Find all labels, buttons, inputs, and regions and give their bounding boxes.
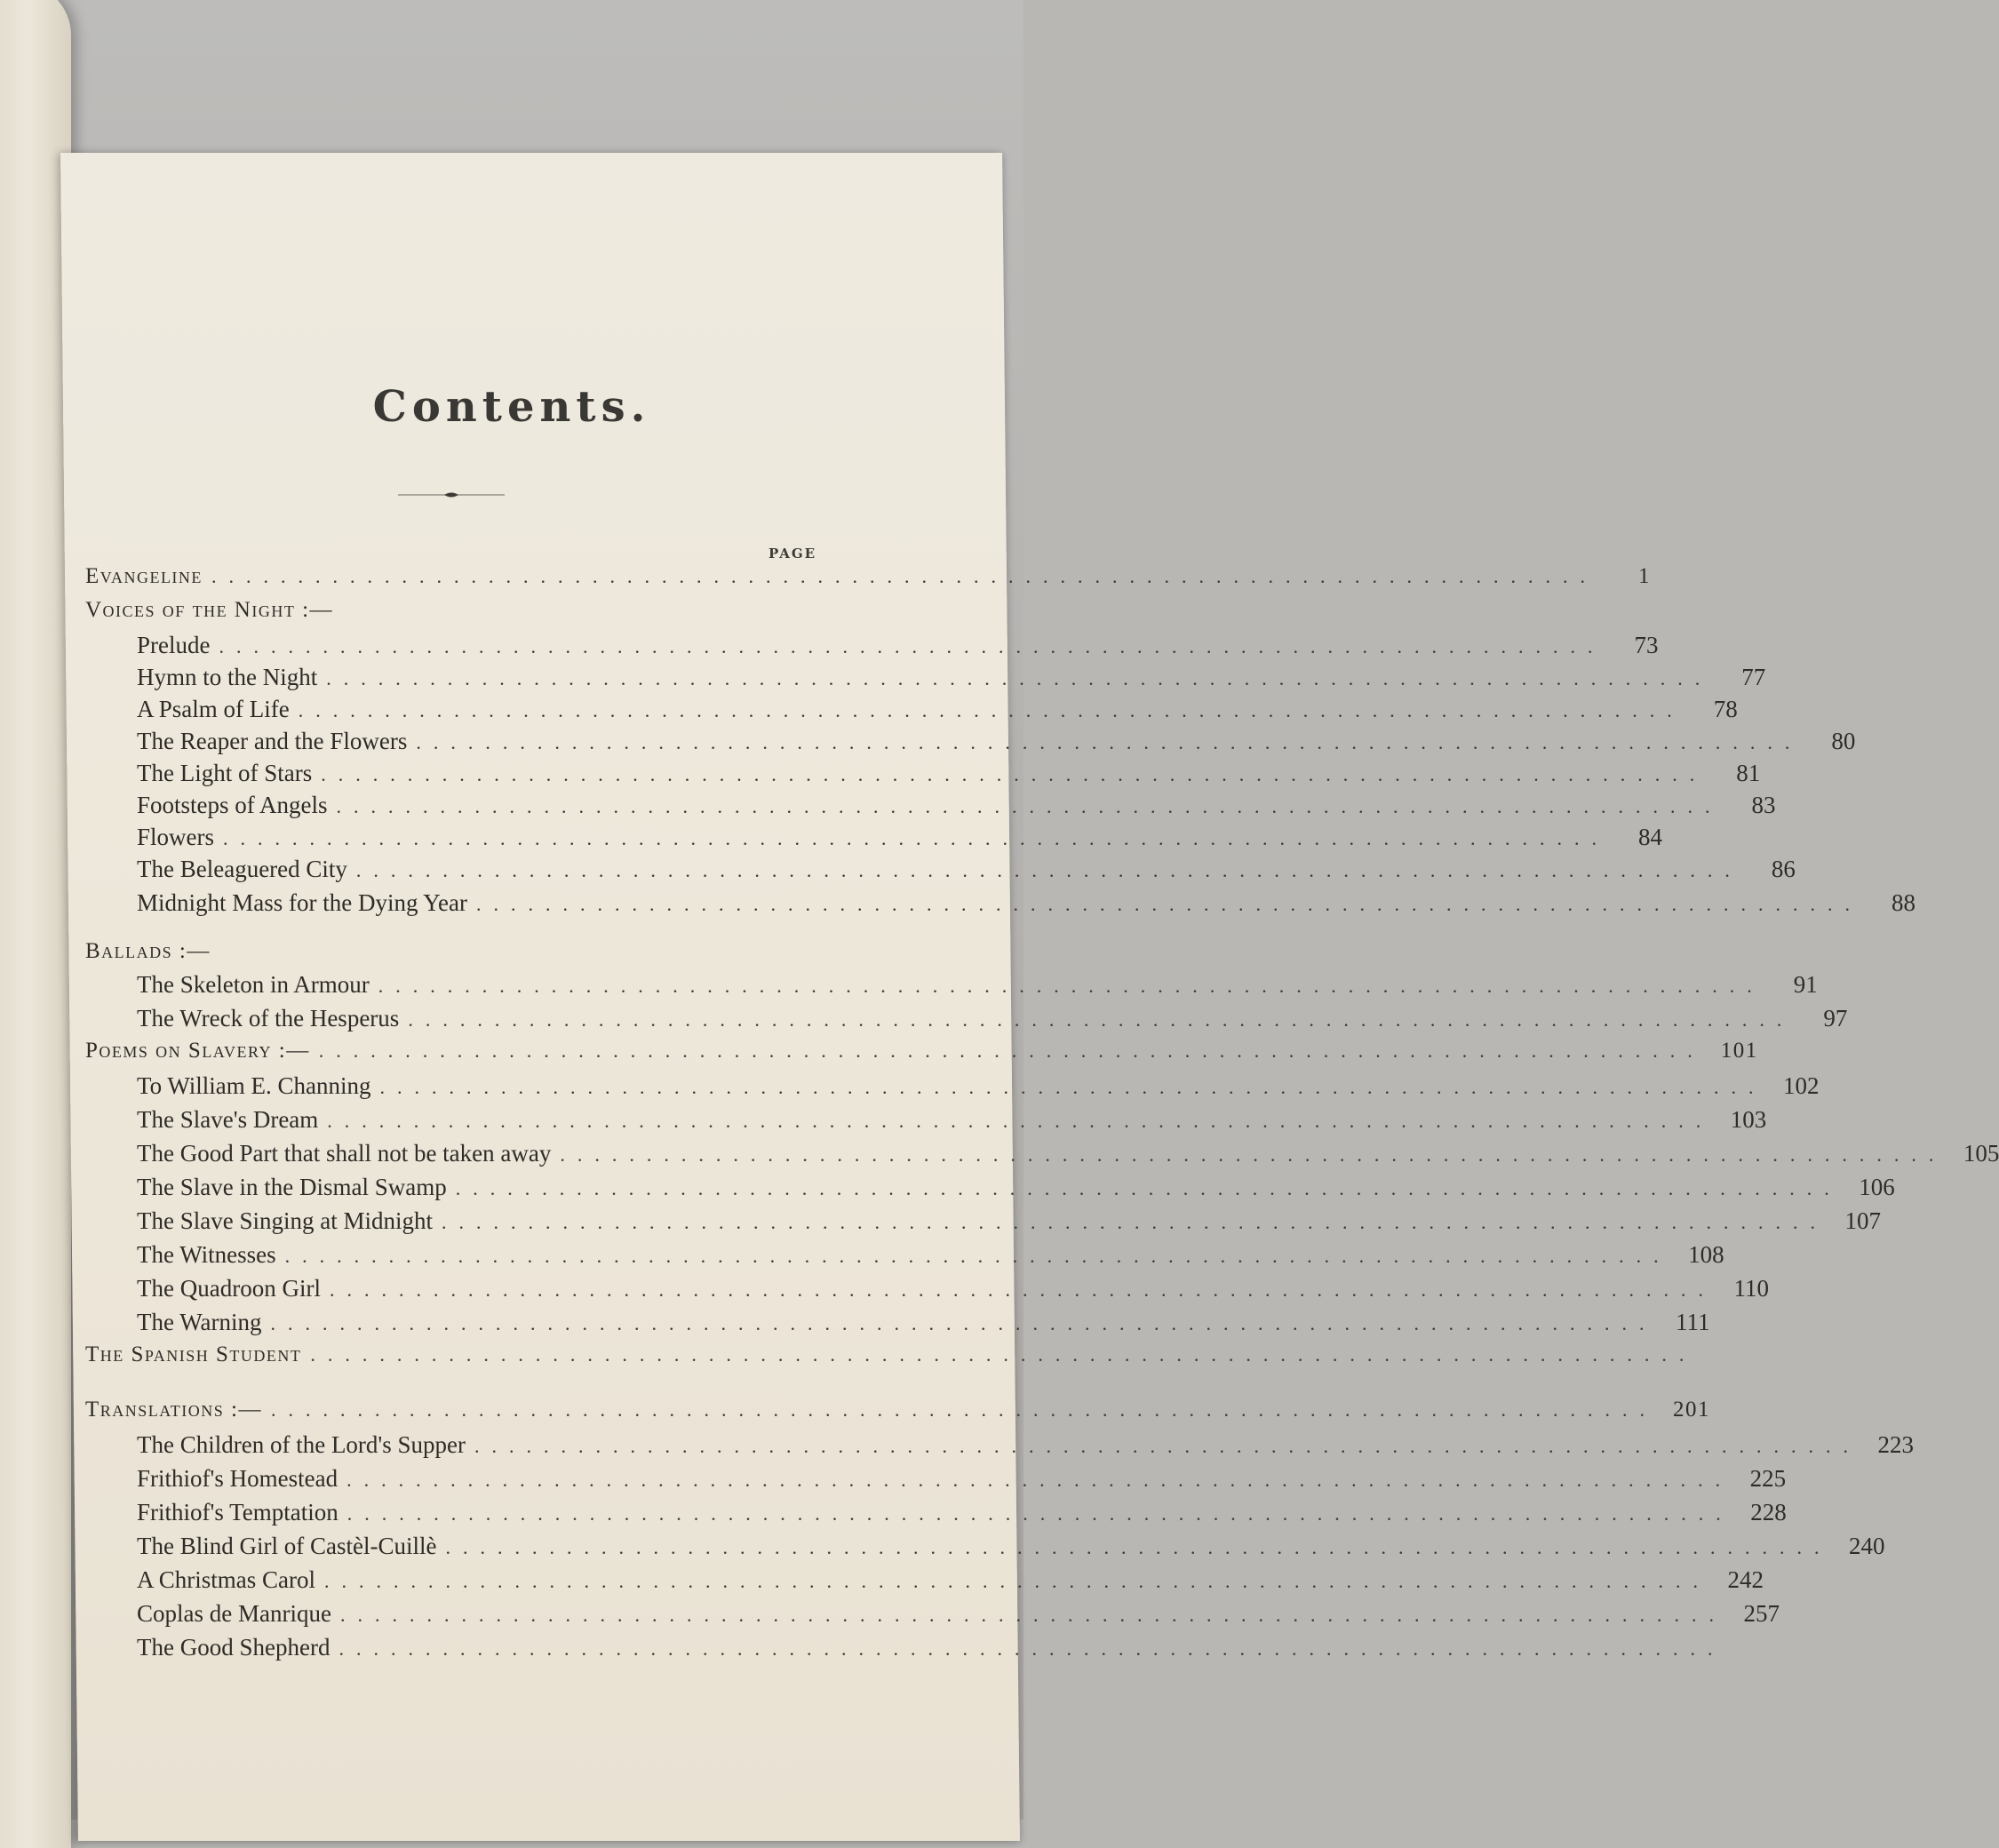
dot-leader: ................................................................................ (326, 667, 1713, 689)
toc-entry-title: Evangeline (85, 564, 203, 588)
dot-leader: ................................................................................ (310, 1343, 1697, 1366)
toc-page-number: 228 (1750, 1499, 1787, 1525)
toc-entry-title: The Slave in the Dismal Swamp (137, 1174, 447, 1200)
toc-entry-title: The Blind Girl of Castèl-Cuillè (137, 1533, 437, 1559)
toc-entry-row (137, 696, 1738, 723)
dot-leader: ................................................................................ (560, 1143, 1947, 1166)
toc-page-number: 240 (1848, 1533, 1885, 1559)
dot-leader: ................................................................................ (318, 1040, 1705, 1062)
dot-leader: ................................................................................ (455, 1177, 1842, 1199)
toc-entry-title: Prelude (137, 632, 211, 658)
toc-entry-title: The Slave's Dream (137, 1106, 319, 1133)
toc-entry-title: Hymn to the Night (137, 664, 318, 690)
toc-entry-title: Frithiof's Homestead (137, 1465, 338, 1492)
toc-entry-title: A Psalm of Life (137, 696, 290, 722)
toc-entry-title: Frithiof's Temptation (137, 1499, 338, 1525)
toc-page-number: 77 (1741, 664, 1766, 690)
dot-leader: ................................................................................ (445, 1536, 1832, 1558)
dot-leader: ................................................................................ (336, 795, 1723, 817)
toc-entry-row (137, 1533, 1885, 1560)
dot-leader: ................................................................................ (327, 1110, 1714, 1132)
dot-leader: ................................................................................ (211, 565, 1597, 587)
toc-entry-title: Midnight Mass for the Dying Year (137, 889, 467, 916)
dot-leader: ................................................................................ (346, 1502, 1733, 1525)
dot-leader: ................................................................................ (476, 893, 1862, 915)
toc-entry-title: To William E. Channing (137, 1072, 371, 1099)
toc-section-row (85, 598, 862, 623)
toc-section-row (85, 1039, 1758, 1063)
toc-entry-row (137, 1600, 1780, 1628)
toc-page-number: 105 (1963, 1140, 1999, 1167)
dot-leader: ................................................................................ (346, 1469, 1733, 1491)
dot-leader: ................................................................................ (378, 975, 1764, 997)
toc-entry-title: The Witnesses (137, 1241, 276, 1268)
toc-entry-row (137, 1499, 1787, 1526)
toc-page-number: 102 (1783, 1072, 1820, 1099)
dot-leader: ................................................................................ (329, 1278, 1716, 1301)
dot-leader: ................................................................................ (223, 827, 1609, 849)
toc-entry-row (137, 1566, 1764, 1594)
toc-entry-title: Voices of the Night :— (85, 598, 334, 622)
toc-entry-row (137, 1174, 1895, 1201)
toc-entry-row (137, 824, 1662, 851)
toc-page-number: 88 (1891, 889, 1915, 916)
toc-entry-row (137, 792, 1776, 819)
dot-leader: ................................................................................ (219, 635, 1605, 657)
toc-entry-title: The Good Shepherd (137, 1634, 331, 1661)
dot-leader: ................................................................................ (474, 1435, 1861, 1457)
toc-entry-title: A Christmas Carol (137, 1566, 315, 1593)
toc-page-number: 223 (1877, 1431, 1915, 1458)
toc-entry-row (137, 1207, 1881, 1235)
toc-page-number: 110 (1733, 1275, 1769, 1302)
toc-page-number: 101 (1720, 1039, 1758, 1063)
toc-page-number: 257 (1743, 1600, 1780, 1627)
toc-entry-title: The Spanish Student (85, 1342, 302, 1366)
toc-entry-row (137, 1634, 1725, 1661)
dot-leader: ................................................................................ (339, 1604, 1726, 1626)
toc-page-number: 106 (1859, 1174, 1895, 1200)
toc-entry-title: The Good Part that shall not be taken away (137, 1140, 552, 1167)
toc-entry-title: Flowers (137, 824, 214, 850)
toc-entry-title: Footsteps of Angels (137, 792, 328, 818)
toc-entry-row (137, 1431, 1915, 1459)
page-title: Contents. (372, 382, 651, 432)
toc-page-number: 81 (1736, 760, 1761, 786)
toc-entry-title: The Light of Stars (137, 760, 313, 786)
toc-entry-title: The Slave Singing at Midnight (137, 1207, 433, 1234)
toc-entry-title: Translations :— (85, 1398, 262, 1422)
toc-entry-row (137, 1106, 1767, 1134)
toc-page-number: 73 (1634, 632, 1659, 658)
dot-leader: ................................................................................ (324, 1570, 1710, 1592)
toc-page-number: 91 (1793, 971, 1818, 998)
toc-entry-row (137, 971, 1818, 999)
dot-leader: ................................................................................ (441, 1211, 1828, 1233)
toc-entry-title: The Children of the Lord's Supper (137, 1431, 466, 1458)
page-column-header: PAGE (769, 546, 817, 562)
dot-leader: ................................................................................ (270, 1398, 1657, 1421)
toc-entry-title: Coplas de Manrique (137, 1600, 331, 1627)
toc-page-number: 103 (1730, 1106, 1767, 1133)
dot-leader: ................................................................................ (408, 1008, 1795, 1031)
toc-entry-row (137, 728, 1856, 755)
toc-entry-row (137, 1140, 1999, 1167)
toc-section-row (85, 564, 1651, 589)
toc-entry-row (137, 856, 1796, 883)
toc-page-number: 108 (1688, 1241, 1724, 1268)
toc-page-number: 97 (1823, 1005, 1848, 1032)
toc-entry-row (137, 1072, 1820, 1100)
dot-leader: ................................................................................ (298, 699, 1684, 721)
toc-entry-row (137, 1005, 1848, 1032)
toc-entry-title: The Skeleton in Armour (137, 971, 370, 998)
toc-page-number: 107 (1844, 1207, 1881, 1234)
dot-leader: ................................................................................ (416, 731, 1803, 753)
dot-leader: ................................................................................ (284, 1245, 1671, 1267)
toc-entry-title: The Wreck of the Hesperus (137, 1005, 400, 1032)
dot-leader: ................................................................................ (321, 763, 1708, 785)
toc-entry-row (137, 632, 1659, 659)
toc-section-row (85, 939, 862, 964)
dot-leader: ................................................................................ (338, 1637, 1725, 1660)
toc-section-row (85, 1342, 1697, 1367)
toc-page-number: 201 (1672, 1398, 1710, 1422)
toc-entry-title: Ballads :— (85, 939, 211, 963)
toc-entry-row (137, 1275, 1769, 1302)
dot-leader: ................................................................................ (379, 1076, 1766, 1098)
toc-entry-title: The Quadroon Girl (137, 1275, 321, 1302)
toc-entry-row (137, 1241, 1724, 1269)
dot-leader: ................................................................................ (270, 1312, 1657, 1334)
toc-section-row (85, 1398, 1710, 1422)
dot-leader: ................................................................................ (355, 859, 1742, 881)
toc-page-number: 84 (1638, 824, 1662, 850)
toc-page-number: 111 (1676, 1309, 1710, 1335)
toc-entry-row (137, 664, 1766, 691)
toc-page-number: 242 (1727, 1566, 1764, 1593)
toc-page-number: 225 (1749, 1465, 1787, 1492)
toc-entry-row (137, 1465, 1787, 1493)
toc-entry-title: Poems on Slavery :— (85, 1039, 310, 1063)
toc-entry-title: The Beleaguered City (137, 856, 347, 882)
toc-entry-row (137, 1309, 1710, 1336)
toc-page-number: 86 (1771, 856, 1796, 882)
toc-entry-row (137, 889, 1915, 917)
toc-page-number: 1 (1637, 564, 1651, 588)
toc-page-number: 78 (1713, 696, 1738, 722)
toc-page-number: 83 (1751, 792, 1776, 818)
toc-entry-title: The Warning (137, 1309, 262, 1335)
toc-entry-title: The Reaper and the Flowers (137, 728, 408, 754)
toc-page-number: 80 (1831, 728, 1856, 754)
toc-entry-row (137, 760, 1761, 787)
